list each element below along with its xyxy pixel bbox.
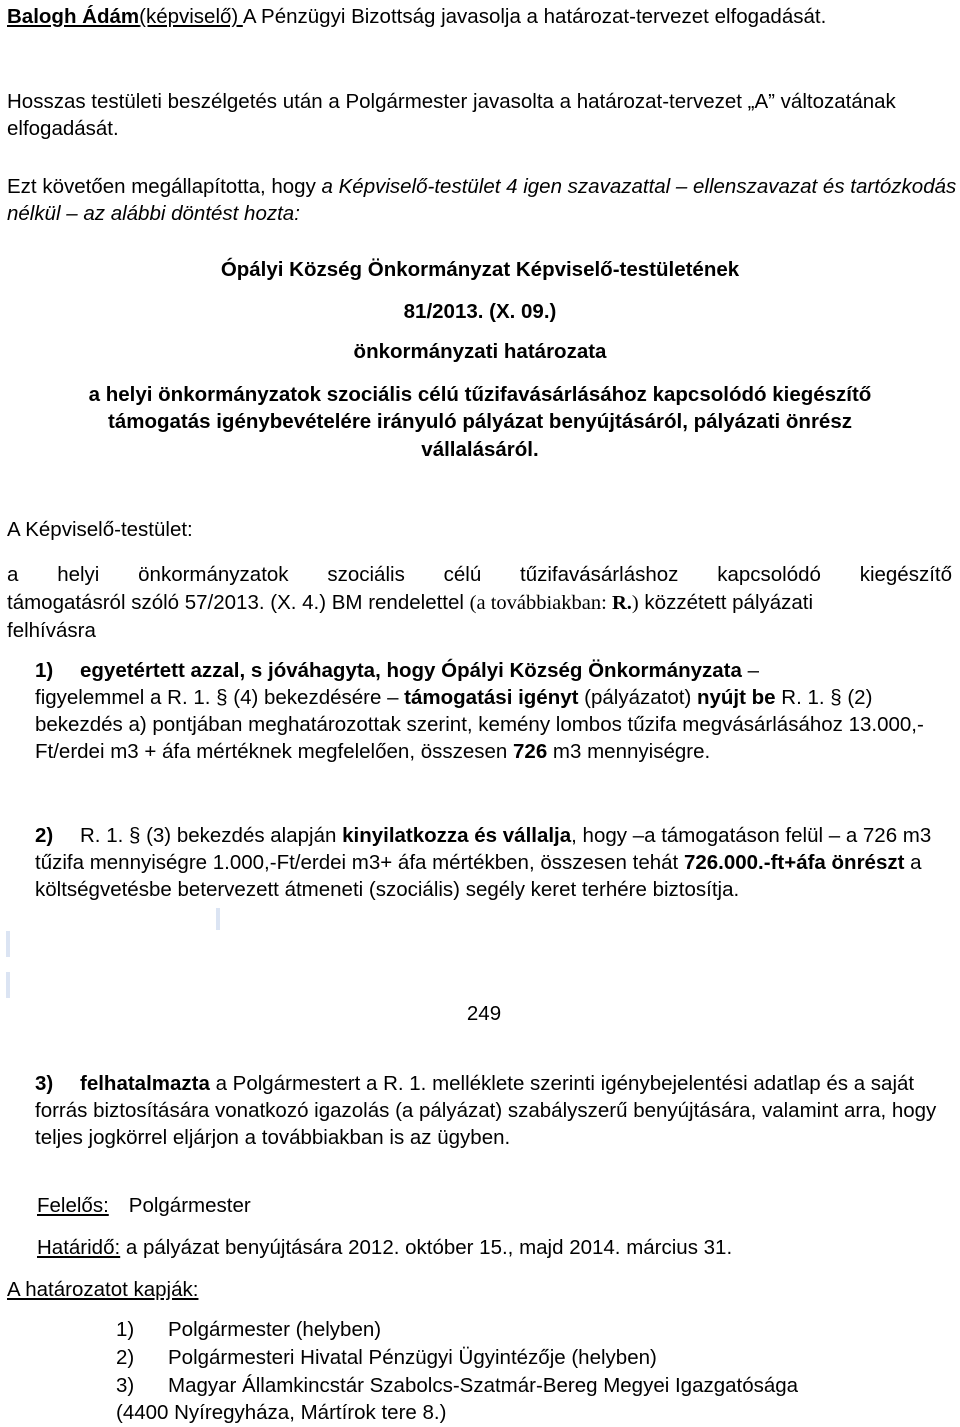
list-item-number: 2) — [116, 1346, 135, 1369]
responsible-line — [37, 1192, 960, 1219]
body-heading: A Képviselő-testület: — [7, 518, 193, 541]
item-2-own-share: 726.000.-ft+áfa önrészt — [683, 851, 905, 874]
published-text: közzétett pályázati — [638, 591, 814, 614]
body-intro-line-1: a helyi önkormányzatok szociális célú tűzifavásárláshoz kapcsolódó kiegészítő — [7, 563, 952, 586]
item-1-bold-lead: egyetértett azzal, s jóváhagyta, hogy Ópályi Község Önkormányzata — [80, 659, 742, 682]
decision-intro-italic: a Képviselő-testület 4 igen szavazattal – ellenszavazat és tartózkodás nélkül – az alábbi döntést hozta: — [7, 175, 957, 225]
item-2-declares: kinyilatkozza és vállalja — [342, 824, 572, 847]
list-item — [116, 1344, 657, 1372]
hereinafter-close: ) — [631, 592, 639, 614]
resolution-type: önkormányzati határozata — [353, 340, 607, 363]
deadline-line — [37, 1234, 960, 1261]
responsible-value: Polgármester — [128, 1194, 251, 1217]
decision-intro-lead: Ezt követően megállapította, hogy — [7, 175, 322, 198]
resolution-body-name: Ópályi Község Önkormányzat Képviselő-testületének — [220, 258, 740, 281]
scan-mark — [216, 908, 220, 930]
list-item-text: Polgármesteri Hivatal Pénzügyi Ügyintézője (helyben) — [168, 1346, 657, 1369]
item-1 — [35, 657, 952, 765]
item-1-text-2: (pályázatot) — [578, 686, 697, 709]
paragraph-finance-committee — [7, 3, 960, 30]
item-2-text-3: a költségvetésbe betervezett átmeneti (szociális) segély keret terhére biztosítja. — [35, 851, 922, 901]
decree-reference: támogatásról szóló 57/2013. (X. 4.) BM rendelettel — [7, 591, 470, 614]
list-item — [116, 1316, 381, 1344]
resolution-title-line-1: a helyi önkormányzatok szociális célú tűzifavásárlásához kapcsolódó kiegészítő — [88, 383, 872, 406]
resolution-title-line-2: támogatás igénybevételére irányuló pályázat benyújtásáról, pályázati önrész — [108, 410, 852, 433]
item-3 — [35, 1070, 952, 1151]
list-item — [116, 1372, 798, 1400]
item-3-number: 3) — [35, 1072, 54, 1095]
list-item-text: Polgármester (helyben) — [168, 1318, 382, 1341]
recipients-heading — [7, 1276, 960, 1303]
item-1-submits: nyújt be — [696, 686, 776, 709]
deadline-value: a pályázat benyújtására 2012. október 15., majd 2014. március 31. — [120, 1236, 733, 1259]
speaker-name: Balogh Ádám — [7, 5, 140, 28]
resolution-title-line-3: vállalásáról. — [421, 438, 539, 461]
item-3-authorized: felhatalmazta — [80, 1072, 210, 1095]
item-1-text-3: R. 1. § (2) bekezdés a) pontjában meghatározottak szerint, kemény lombos tűzifa megvásárlásához 13.000,- Ft/erdei m3 + áfa mértéknek megfelelően, összesen — [35, 686, 924, 763]
hereinafter-text: (a továbbiakban: — [469, 592, 612, 614]
item-1-dash: – — [741, 659, 760, 682]
list-item-text: Magyar Államkincstár Szabolcs-Szatmár-Bereg Megyei Igazgatósága — [168, 1374, 799, 1397]
committee-text: A Pénzügyi Bizottság javasolja a határozat-tervezet elfogadását. — [242, 5, 827, 28]
hereinafter-abbrev: R. — [611, 592, 632, 614]
item-2 — [35, 822, 952, 903]
item-2-text-2: , hogy –a támogatáson felül – a 726 m3 tűzifa mennyiségre 1.000,-Ft/erdei m3+ áfa mértékben, összesen tehát — [35, 824, 932, 874]
item-3-text: a Polgármestert a R. 1. melléklete szerinti igénybejelentési adatlap és a saját forrás biztosítására vonatkozó igazolás (a pályázat) szabályszerű benyújtására, valamint arra, hogy teljes jogkörrel eljárjon a továbbiakban is az ügyben. — [35, 1072, 937, 1149]
resolution-number: 81/2013. (X. 09.) — [403, 300, 557, 323]
list-item-number: 3) — [116, 1374, 135, 1397]
recipients-label: A határozatot kapják: — [7, 1278, 199, 1301]
body-intro-line-3: felhívásra — [7, 619, 96, 642]
item-2-number: 2) — [35, 824, 54, 847]
paragraph-decision-intro — [7, 173, 960, 227]
item-2-text-1: R. 1. § (3) bekezdés alapján — [80, 824, 343, 847]
scan-mark — [6, 931, 10, 957]
body-intro-line-2 — [7, 589, 960, 617]
paragraph-discussion: Hosszas testületi beszélgetés után a Polgármester javasolta a határozat-tervezet „A” változatának elfogadását. — [7, 90, 896, 140]
list-item-continuation: (4400 Nyíregyháza, Mártírok tere 8.) — [116, 1401, 447, 1424]
item-1-text-4: m3 mennyiségre. — [547, 740, 711, 763]
list-item-number: 1) — [116, 1318, 135, 1341]
item-1-quantity: 726 — [513, 740, 548, 763]
page-number: 249 — [466, 1002, 502, 1025]
speaker-role: (képviselő) — [139, 5, 243, 28]
item-1-number: 1) — [35, 659, 54, 682]
responsible-label: Felelős: — [37, 1194, 109, 1217]
item-1-text-1: figyelemmel a R. 1. § (4) bekezdésére – — [35, 686, 405, 709]
item-1-support-claim: támogatási igényt — [404, 686, 579, 709]
scan-mark — [6, 972, 10, 998]
deadline-label: Határidő: — [37, 1236, 121, 1259]
